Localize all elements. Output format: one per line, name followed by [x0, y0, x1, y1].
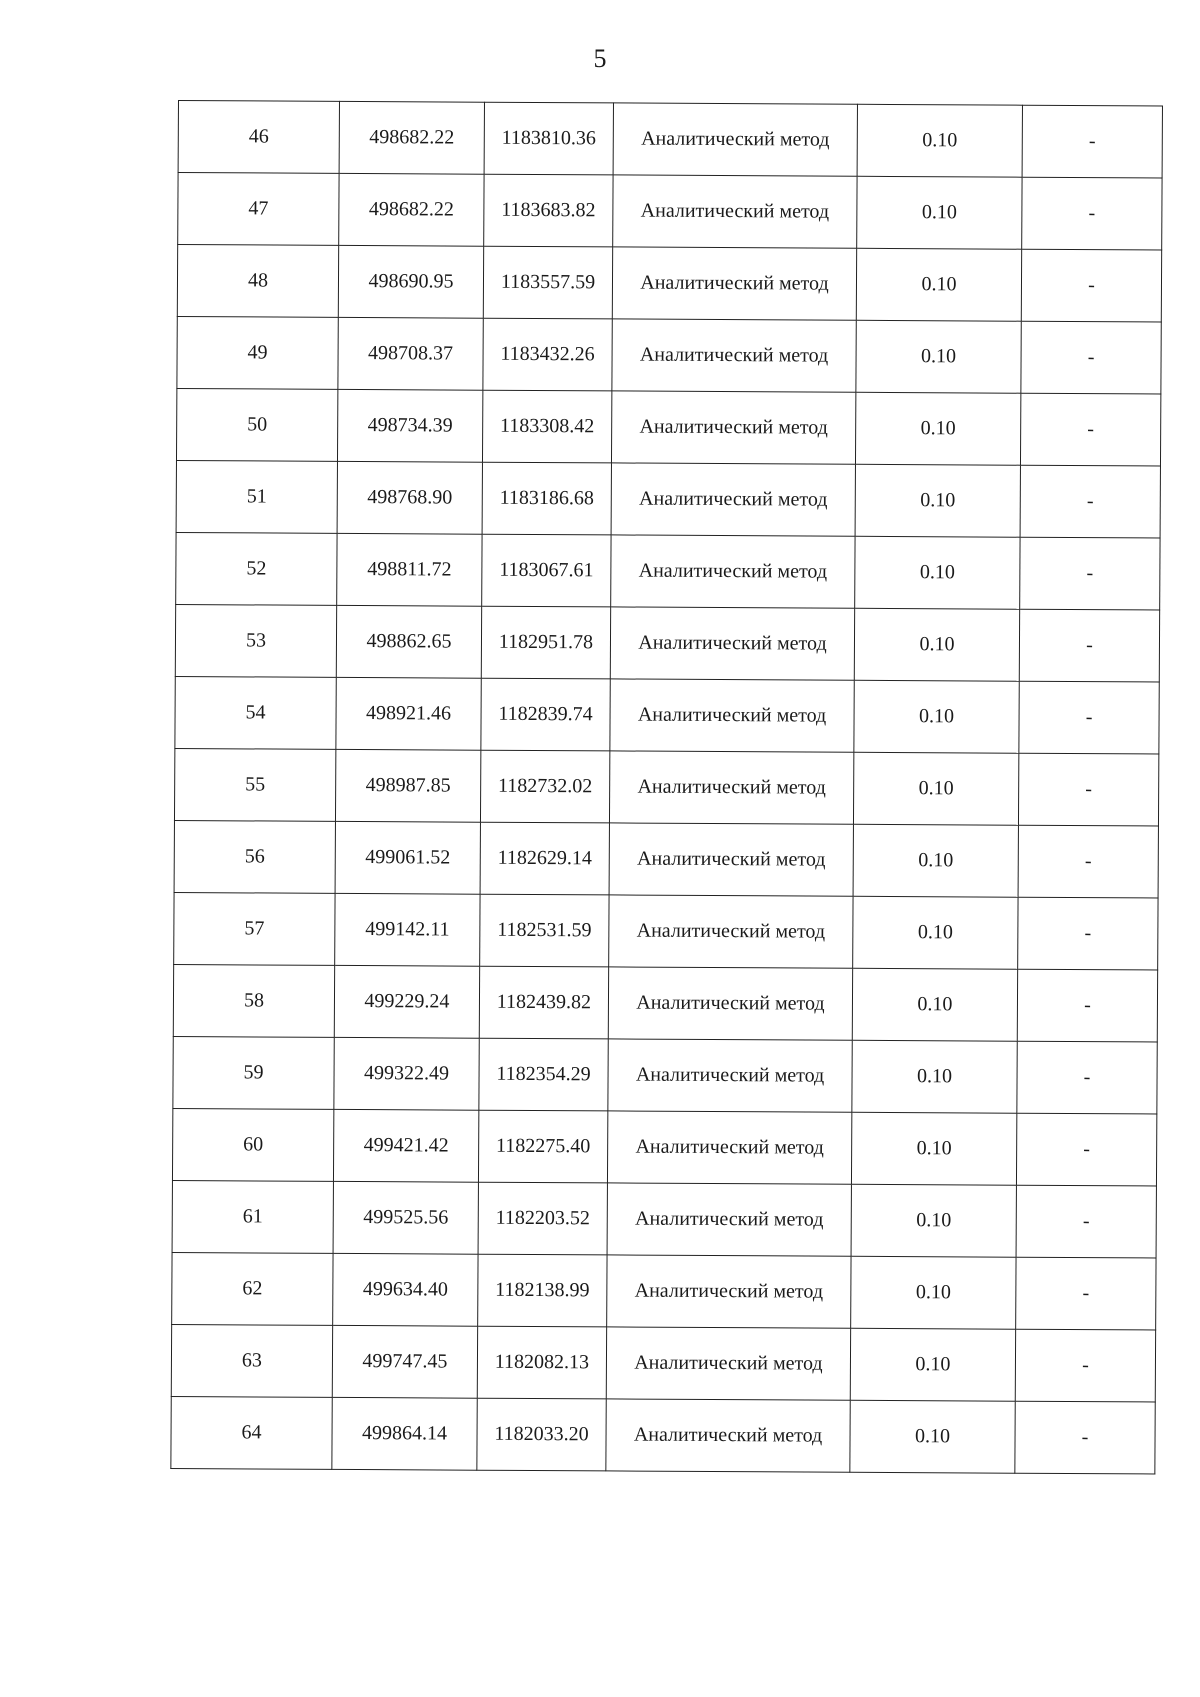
cell-note: -	[1018, 897, 1158, 970]
cell-note: -	[1022, 177, 1162, 250]
cell-accuracy: 0.10	[854, 680, 1019, 753]
cell-accuracy: 0.10	[851, 1184, 1016, 1257]
cell-y-coordinate: 1182275.40	[478, 1110, 607, 1183]
cell-y-coordinate: 1183557.59	[483, 246, 612, 319]
cell-x-coordinate: 498862.65	[336, 605, 481, 678]
table-row	[174, 748, 1158, 825]
cell-accuracy: 0.10	[851, 1256, 1016, 1329]
table-row	[177, 245, 1161, 322]
cell-note: -	[1022, 105, 1162, 178]
cell-accuracy: 0.10	[853, 896, 1018, 969]
cell-method: Аналитический метод	[609, 823, 853, 896]
cell-x-coordinate: 498768.90	[337, 461, 482, 534]
cell-note: -	[1020, 465, 1160, 538]
coordinates-table-wrapper	[170, 100, 1156, 1474]
cell-accuracy: 0.10	[856, 320, 1021, 393]
cell-y-coordinate: 1183186.68	[482, 462, 611, 535]
cell-method: Аналитический метод	[611, 463, 855, 536]
cell-note: -	[1019, 609, 1159, 682]
cell-note: -	[1016, 1257, 1156, 1330]
cell-point-number: 56	[174, 820, 335, 893]
table-row	[172, 1180, 1156, 1257]
cell-y-coordinate: 1183432.26	[483, 318, 612, 391]
cell-method: Аналитический метод	[606, 1399, 850, 1472]
table-row	[176, 388, 1160, 465]
table-row	[175, 604, 1159, 681]
cell-point-number: 61	[172, 1180, 333, 1253]
coordinates-table-body	[171, 101, 1163, 1474]
cell-accuracy: 0.10	[857, 104, 1022, 177]
cell-y-coordinate: 1183683.82	[484, 174, 613, 247]
table-row	[171, 1324, 1155, 1401]
cell-note: -	[1015, 1329, 1155, 1402]
cell-method: Аналитический метод	[612, 247, 856, 320]
cell-accuracy: 0.10	[853, 752, 1018, 825]
cell-accuracy: 0.10	[855, 464, 1020, 537]
cell-x-coordinate: 498708.37	[338, 317, 483, 390]
cell-y-coordinate: 1182629.14	[480, 822, 609, 895]
cell-point-number: 46	[178, 101, 339, 174]
cell-y-coordinate: 1183308.42	[482, 390, 611, 463]
cell-point-number: 53	[175, 604, 336, 677]
cell-y-coordinate: 1182439.82	[479, 966, 608, 1039]
cell-method: Аналитический метод	[610, 679, 854, 752]
cell-point-number: 57	[174, 892, 335, 965]
cell-y-coordinate: 1182082.13	[477, 1326, 606, 1399]
cell-method: Аналитический метод	[613, 103, 857, 176]
cell-x-coordinate: 499634.40	[333, 1253, 478, 1326]
table-row	[178, 101, 1162, 178]
cell-x-coordinate: 498682.22	[339, 173, 484, 246]
cell-point-number: 52	[176, 532, 337, 605]
cell-x-coordinate: 498987.85	[335, 749, 480, 822]
cell-point-number: 58	[173, 964, 334, 1037]
table-row	[172, 1252, 1156, 1329]
cell-y-coordinate: 1182203.52	[478, 1182, 607, 1255]
cell-x-coordinate: 498811.72	[337, 533, 482, 606]
cell-method: Аналитический метод	[607, 1111, 851, 1184]
cell-x-coordinate: 499229.24	[334, 965, 479, 1038]
cell-method: Аналитический метод	[612, 319, 856, 392]
cell-x-coordinate: 499322.49	[334, 1037, 479, 1110]
cell-point-number: 48	[177, 245, 338, 318]
cell-accuracy: 0.10	[855, 392, 1020, 465]
coordinates-table	[170, 100, 1163, 1474]
cell-y-coordinate: 1182951.78	[481, 606, 610, 679]
cell-x-coordinate: 498734.39	[337, 389, 482, 462]
cell-accuracy: 0.10	[851, 1112, 1016, 1185]
cell-x-coordinate: 499142.11	[335, 893, 480, 966]
cell-point-number: 55	[174, 748, 335, 821]
table-row	[173, 1036, 1157, 1113]
cell-y-coordinate: 1182732.02	[480, 750, 609, 823]
cell-note: -	[1016, 1113, 1156, 1186]
table-row	[176, 532, 1160, 609]
cell-accuracy: 0.10	[850, 1400, 1015, 1473]
cell-point-number: 47	[178, 173, 339, 246]
cell-method: Аналитический метод	[609, 751, 853, 824]
cell-note: -	[1018, 825, 1158, 898]
cell-point-number: 51	[176, 460, 337, 533]
cell-x-coordinate: 499864.14	[332, 1397, 477, 1470]
table-row	[173, 964, 1157, 1041]
cell-x-coordinate: 499747.45	[332, 1325, 477, 1398]
cell-y-coordinate: 1182033.20	[477, 1398, 606, 1471]
cell-x-coordinate: 498682.22	[339, 101, 484, 174]
cell-y-coordinate: 1183067.61	[482, 534, 611, 607]
cell-note: -	[1019, 681, 1159, 754]
cell-accuracy: 0.10	[856, 248, 1021, 321]
cell-method: Аналитический метод	[610, 607, 854, 680]
cell-note: -	[1021, 249, 1161, 322]
table-row	[171, 1396, 1155, 1473]
cell-y-coordinate: 1182138.99	[478, 1254, 607, 1327]
cell-method: Аналитический метод	[608, 967, 852, 1040]
cell-accuracy: 0.10	[852, 1040, 1017, 1113]
cell-method: Аналитический метод	[606, 1327, 850, 1400]
cell-point-number: 50	[176, 388, 337, 461]
cell-method: Аналитический метод	[607, 1255, 851, 1328]
table-row	[176, 460, 1160, 537]
cell-note: -	[1017, 1041, 1157, 1114]
cell-accuracy: 0.10	[850, 1328, 1015, 1401]
table-row	[174, 820, 1158, 897]
cell-x-coordinate: 498690.95	[338, 245, 483, 318]
cell-point-number: 59	[173, 1036, 334, 1109]
cell-note: -	[1015, 1401, 1155, 1474]
table-row	[172, 1108, 1156, 1185]
cell-y-coordinate: 1182839.74	[481, 678, 610, 751]
cell-y-coordinate: 1182354.29	[479, 1038, 608, 1111]
cell-note: -	[1017, 969, 1157, 1042]
cell-method: Аналитический метод	[611, 535, 855, 608]
cell-x-coordinate: 499421.42	[333, 1109, 478, 1182]
cell-method: Аналитический метод	[611, 391, 855, 464]
cell-accuracy: 0.10	[853, 824, 1018, 897]
cell-x-coordinate: 499525.56	[333, 1181, 478, 1254]
cell-point-number: 62	[172, 1252, 333, 1325]
table-row	[178, 173, 1162, 250]
cell-note: -	[1021, 321, 1161, 394]
cell-x-coordinate: 498921.46	[336, 677, 481, 750]
cell-method: Аналитический метод	[607, 1183, 851, 1256]
cell-point-number: 63	[171, 1324, 332, 1397]
table-row	[177, 316, 1161, 393]
cell-accuracy: 0.10	[852, 968, 1017, 1041]
cell-y-coordinate: 1182531.59	[480, 894, 609, 967]
cell-point-number: 49	[177, 316, 338, 389]
cell-point-number: 54	[175, 676, 336, 749]
cell-accuracy: 0.10	[857, 176, 1022, 249]
cell-note: -	[1020, 393, 1160, 466]
cell-method: Аналитический метод	[609, 895, 853, 968]
cell-point-number: 64	[171, 1396, 332, 1469]
cell-method: Аналитический метод	[613, 175, 857, 248]
cell-y-coordinate: 1183810.36	[484, 102, 613, 175]
cell-note: -	[1016, 1185, 1156, 1258]
table-row	[175, 676, 1159, 753]
cell-x-coordinate: 499061.52	[335, 821, 480, 894]
page-number: 5	[593, 44, 607, 73]
cell-method: Аналитический метод	[608, 1039, 852, 1112]
cell-accuracy: 0.10	[854, 608, 1019, 681]
cell-point-number: 60	[172, 1108, 333, 1181]
cell-note: -	[1018, 753, 1158, 826]
cell-note: -	[1020, 537, 1160, 610]
cell-accuracy: 0.10	[855, 536, 1020, 609]
table-row	[174, 892, 1158, 969]
